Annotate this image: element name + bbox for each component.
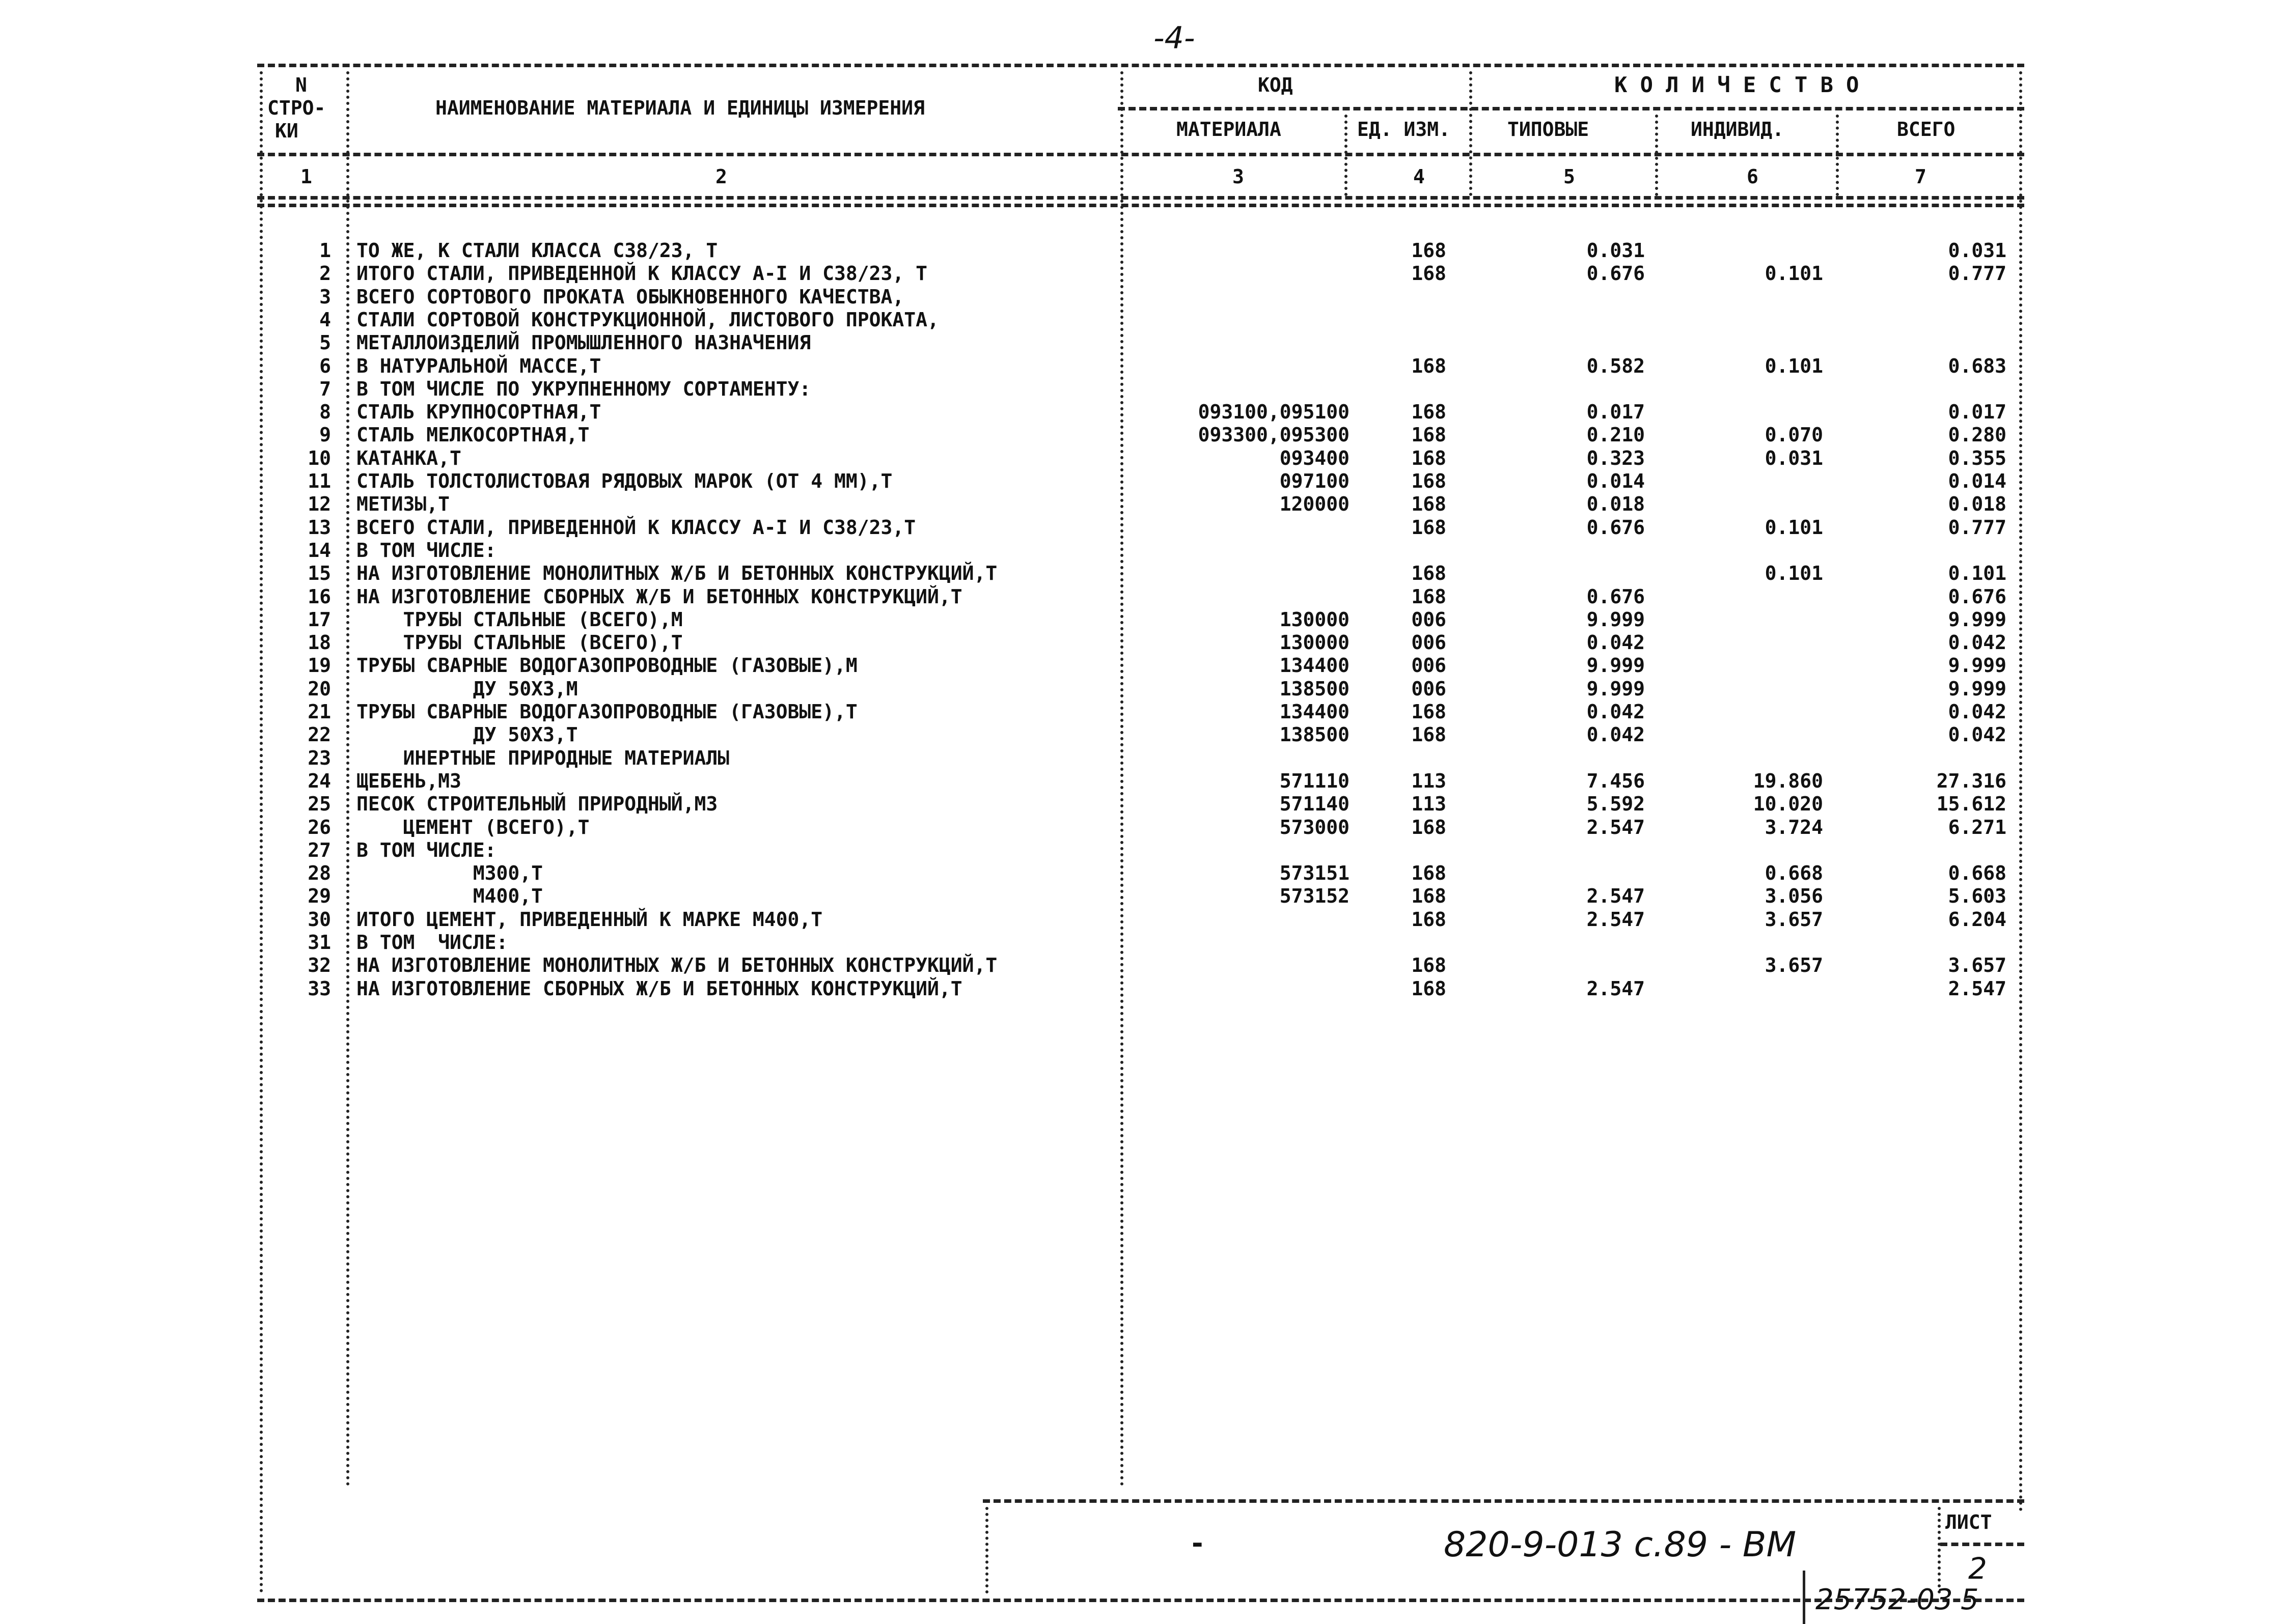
row-number: 18 [308, 631, 331, 654]
row-tipovye: 0.042 [1586, 723, 1645, 746]
colnum-3: 3 [1232, 165, 1244, 188]
header-vsego: ВСЕГО [1897, 118, 1956, 141]
row-tipovye: 0.017 [1586, 401, 1645, 423]
table-row [0, 309, 2286, 331]
table-row [0, 954, 2286, 976]
row-tipovye: 0.014 [1586, 470, 1645, 492]
row-number: 19 [308, 654, 331, 677]
row-unit: 168 [1411, 701, 1446, 723]
table-row [0, 493, 2286, 515]
table-row [0, 631, 2286, 654]
row-individ: 19.860 [1753, 770, 1823, 792]
row-tipovye: 2.547 [1586, 977, 1645, 1000]
row-individ: 3.657 [1765, 908, 1823, 931]
row-tipovye: 0.676 [1586, 516, 1645, 539]
row-total: 6.271 [1948, 816, 2006, 838]
row-total: 0.280 [1948, 424, 2006, 446]
row-code: 573151 [1279, 862, 1349, 884]
row-name: КАТАНКА,Т [356, 447, 461, 469]
row-name: ДУ 50Х3,М [356, 678, 578, 700]
sep-unit-tip [1469, 71, 1472, 196]
row-unit: 168 [1411, 885, 1446, 907]
table-row [0, 262, 2286, 285]
sep-tip-ind [1655, 115, 1658, 196]
row-individ: 0.101 [1765, 562, 1823, 584]
row-name: ВСЕГО СТАЛИ, ПРИВЕДЕННОЙ К КЛАССУ А-I И С38/23,Т [356, 516, 916, 539]
header-bottom-border [257, 153, 2024, 156]
row-unit: 168 [1411, 239, 1446, 262]
row-total: 0.101 [1948, 562, 2006, 584]
row-total: 9.999 [1948, 654, 2006, 677]
row-tipovye: 0.676 [1586, 585, 1645, 608]
row-number: 15 [308, 562, 331, 584]
row-total: 27.316 [1936, 770, 2006, 792]
row-number: 17 [308, 608, 331, 631]
sep-ind-total [1836, 115, 1839, 196]
table-row [0, 723, 2286, 746]
inventory-left-mark [1803, 1571, 1805, 1624]
row-number: 13 [308, 516, 331, 539]
row-unit: 168 [1411, 447, 1446, 469]
row-individ: 3.056 [1765, 885, 1823, 907]
colnum-2: 2 [715, 165, 727, 188]
row-unit: 113 [1411, 793, 1446, 815]
row-total: 0.668 [1948, 862, 2006, 884]
row-code: 097100 [1279, 470, 1349, 492]
table-row [0, 770, 2286, 792]
row-name: СТАЛЬ ТОЛСТОЛИСТОВАЯ РЯДОВЫХ МАРОК (ОТ 4 ММ),Т [356, 470, 893, 492]
row-name: М300,Т [356, 862, 543, 884]
table-row [0, 539, 2286, 562]
table-row [0, 839, 2286, 861]
row-code: 120000 [1279, 493, 1349, 515]
header-name: НАИМЕНОВАНИЕ МАТЕРИАЛА И ЕДИНИЦЫ ИЗМЕРЕНИЯ [435, 97, 925, 119]
row-number: 30 [308, 908, 331, 931]
colnum-6: 6 [1747, 165, 1758, 188]
row-name: М400,Т [356, 885, 543, 907]
row-total: 0.777 [1948, 262, 2006, 285]
colnum-5: 5 [1563, 165, 1575, 188]
stamp-designation: 820-9-013 с.89 - ВМ [1444, 1525, 1797, 1565]
row-individ: 10.020 [1753, 793, 1823, 815]
row-number: 14 [308, 539, 331, 562]
row-number: 3 [319, 286, 331, 308]
table-row [0, 908, 2286, 931]
row-unit: 006 [1411, 678, 1446, 700]
row-name: НА ИЗГОТОВЛЕНИЕ СБОРНЫХ Ж/Б И БЕТОННЫХ КОНСТРУКЦИЙ,Т [356, 977, 962, 1000]
row-name: ТО ЖЕ, К СТАЛИ КЛАССА С38/23, Т [356, 239, 718, 262]
row-name: ТРУБЫ СТАЛЬНЫЕ (ВСЕГО),М [356, 608, 683, 631]
row-unit: 168 [1411, 262, 1446, 285]
row-individ: 0.070 [1765, 424, 1823, 446]
row-name: СТАЛЬ МЕЛКОСОРТНАЯ,Т [356, 424, 590, 446]
row-number: 5 [319, 331, 331, 354]
row-number: 24 [308, 770, 331, 792]
row-unit: 006 [1411, 608, 1446, 631]
row-unit: 168 [1411, 424, 1446, 446]
header-subdivider [1118, 107, 2024, 110]
header-tipovye: ТИПОВЫЕ [1507, 118, 1589, 141]
row-name: В ТОМ ЧИСЛЕ: [356, 539, 497, 562]
row-tipovye: 2.547 [1586, 908, 1645, 931]
row-unit: 168 [1411, 470, 1446, 492]
row-total: 15.612 [1936, 793, 2006, 815]
stamp-top-border [983, 1499, 2024, 1503]
row-tipovye: 2.547 [1586, 816, 1645, 838]
row-code: 093300,095300 [1198, 424, 1349, 446]
row-total: 3.657 [1948, 954, 2006, 976]
row-name: НА ИЗГОТОВЛЕНИЕ МОНОЛИТНЫХ Ж/Б И БЕТОННЫХ КОНСТРУКЦИЙ,Т [356, 954, 998, 976]
colnum-7: 7 [1915, 165, 1926, 188]
table-row [0, 585, 2286, 608]
table-row [0, 816, 2286, 838]
row-tipovye: 9.999 [1586, 654, 1645, 677]
table-row [0, 447, 2286, 469]
row-unit: 168 [1411, 516, 1446, 539]
row-unit: 168 [1411, 954, 1446, 976]
header-stro: СТРО- [267, 97, 326, 119]
table-row [0, 977, 2286, 1000]
row-tipovye: 0.323 [1586, 447, 1645, 469]
row-name: ТРУБЫ СВАРНЫЕ ВОДОГАЗОПРОВОДНЫЕ (ГАЗОВЫЕ),М [356, 654, 858, 677]
table-row [0, 239, 2286, 262]
table-row [0, 355, 2286, 377]
row-code: 130000 [1279, 631, 1349, 654]
table-row [0, 516, 2286, 539]
row-unit: 168 [1411, 493, 1446, 515]
row-name: ВСЕГО СОРТОВОГО ПРОКАТА ОБЫКНОВЕННОГО КАЧЕСТВА, [356, 286, 904, 308]
row-name: МЕТАЛЛОИЗДЕЛИЙ ПРОМЫШЛЕННОГО НАЗНАЧЕНИЯ [356, 331, 811, 354]
row-name: В НАТУРАЛЬНОЙ МАССЕ,Т [356, 355, 601, 377]
row-unit: 168 [1411, 816, 1446, 838]
row-total: 9.999 [1948, 678, 2006, 700]
table-row [0, 862, 2286, 884]
row-total: 0.017 [1948, 401, 2006, 423]
table-row [0, 424, 2286, 446]
row-number: 31 [308, 931, 331, 954]
row-code: 093400 [1279, 447, 1349, 469]
row-name: ИНЕРТНЫЕ ПРИРОДНЫЕ МАТЕРИАЛЫ [356, 747, 730, 769]
row-number: 6 [319, 355, 331, 377]
row-unit: 006 [1411, 631, 1446, 654]
row-unit: 168 [1411, 862, 1446, 884]
colnum-bottom-border [257, 196, 2024, 200]
row-name: СТАЛИ СОРТОВОЙ КОНСТРУКЦИОННОЙ, ЛИСТОВОГО ПРОКАТА, [356, 309, 939, 331]
row-tipovye: 0.676 [1586, 262, 1645, 285]
table-row [0, 286, 2286, 308]
row-tipovye: 0.210 [1586, 424, 1645, 446]
row-name: ТРУБЫ СВАРНЫЕ ВОДОГАЗОПРОВОДНЫЕ (ГАЗОВЫЕ),Т [356, 701, 858, 723]
row-individ: 0.668 [1765, 862, 1823, 884]
header-kod: КОД [1258, 74, 1293, 96]
row-individ: 3.724 [1765, 816, 1823, 838]
row-tipovye: 0.582 [1586, 355, 1645, 377]
header-materiala: МАТЕРИАЛА [1176, 118, 1281, 141]
row-code: 134400 [1279, 701, 1349, 723]
row-number: 28 [308, 862, 331, 884]
row-code: 130000 [1279, 608, 1349, 631]
row-number: 8 [319, 401, 331, 423]
row-name: ДУ 50Х3,Т [356, 723, 578, 746]
row-total: 6.204 [1948, 908, 2006, 931]
row-unit: 168 [1411, 562, 1446, 584]
inventory-suffix: 5 [1961, 1583, 1979, 1616]
row-unit: 168 [1411, 908, 1446, 931]
row-total: 0.042 [1948, 723, 2006, 746]
header-ed-izm: ЕД. ИЗМ. [1357, 118, 1451, 141]
row-number: 33 [308, 977, 331, 1000]
table-row [0, 654, 2286, 677]
row-name: НА ИЗГОТОВЛЕНИЕ МОНОЛИТНЫХ Ж/Б И БЕТОННЫХ КОНСТРУКЦИЙ,Т [356, 562, 998, 584]
row-name: В ТОМ ЧИСЛЕ: [356, 839, 497, 861]
table-row [0, 470, 2286, 492]
row-unit: 006 [1411, 654, 1446, 677]
row-number: 29 [308, 885, 331, 907]
table-row [0, 331, 2286, 354]
table-row [0, 931, 2286, 954]
row-unit: 113 [1411, 770, 1446, 792]
row-individ: 0.101 [1765, 516, 1823, 539]
row-name: В ТОМ ЧИСЛЕ: [356, 931, 508, 954]
row-total: 9.999 [1948, 608, 2006, 631]
row-total: 0.042 [1948, 631, 2006, 654]
row-total: 0.014 [1948, 470, 2006, 492]
row-number: 4 [319, 309, 331, 331]
stamp-left-border [985, 1507, 988, 1593]
row-code: 573152 [1279, 885, 1349, 907]
stamp-sheet-number: 2 [1968, 1551, 1987, 1586]
page-number: -4- [1153, 20, 1195, 56]
row-individ: 0.101 [1765, 355, 1823, 377]
row-tipovye: 0.031 [1586, 239, 1645, 262]
row-name: ИТОГО ЦЕМЕНТ, ПРИВЕДЕННЫЙ К МАРКЕ М400,Т [356, 908, 823, 931]
row-code: 138500 [1279, 723, 1349, 746]
sep-code-unit [1344, 115, 1347, 196]
table-row [0, 678, 2286, 700]
page-bottom-border [257, 1599, 2024, 1602]
row-number: 16 [308, 585, 331, 608]
header-kolichestvo: К О Л И Ч Е С Т В О [1614, 72, 1859, 97]
row-number: 32 [308, 954, 331, 976]
row-number: 7 [319, 378, 331, 400]
row-number: 11 [308, 470, 331, 492]
row-number: 10 [308, 447, 331, 469]
header-ki: КИ [275, 120, 298, 142]
row-number: 9 [319, 424, 331, 446]
row-total: 0.777 [1948, 516, 2006, 539]
row-tipovye: 2.547 [1586, 885, 1645, 907]
row-unit: 168 [1411, 401, 1446, 423]
row-name: ИТОГО СТАЛИ, ПРИВЕДЕННОЙ К КЛАССУ А-I И С38/23, Т [356, 262, 928, 285]
row-total: 0.355 [1948, 447, 2006, 469]
row-total: 0.683 [1948, 355, 2006, 377]
row-code: 134400 [1279, 654, 1349, 677]
stamp-dash: - [1189, 1527, 1206, 1559]
row-number: 25 [308, 793, 331, 815]
table-row [0, 378, 2286, 400]
table-row [0, 701, 2286, 723]
row-name: ПЕСОК СТРОИТЕЛЬНЫЙ ПРИРОДНЫЙ,М3 [356, 793, 718, 815]
row-name: МЕТИЗЫ,Т [356, 493, 450, 515]
row-code: 571140 [1279, 793, 1349, 815]
row-tipovye: 0.042 [1586, 701, 1645, 723]
row-number: 12 [308, 493, 331, 515]
row-total: 5.603 [1948, 885, 2006, 907]
row-tipovye: 0.042 [1586, 631, 1645, 654]
row-name: ЦЕМЕНТ (ВСЕГО),Т [356, 816, 590, 838]
row-individ: 0.031 [1765, 447, 1823, 469]
stamp-sheet-divider [1940, 1543, 2024, 1546]
row-unit: 168 [1411, 723, 1446, 746]
row-code: 093100,095100 [1198, 401, 1349, 423]
header-n: N [295, 74, 307, 96]
row-number: 27 [308, 839, 331, 861]
row-name: ЩЕБЕНЬ,М3 [356, 770, 461, 792]
table-row [0, 401, 2286, 423]
table-row [0, 562, 2286, 584]
row-total: 2.547 [1948, 977, 2006, 1000]
row-code: 573000 [1279, 816, 1349, 838]
row-number: 2 [319, 262, 331, 285]
inventory-number: 25752-03 [1815, 1583, 1953, 1616]
row-number: 23 [308, 747, 331, 769]
row-code: 571110 [1279, 770, 1349, 792]
table-row [0, 747, 2286, 769]
row-code: 138500 [1279, 678, 1349, 700]
row-number: 26 [308, 816, 331, 838]
row-tipovye: 5.592 [1586, 793, 1645, 815]
row-number: 21 [308, 701, 331, 723]
row-name: ТРУБЫ СТАЛЬНЫЕ (ВСЕГО),Т [356, 631, 683, 654]
row-total: 0.018 [1948, 493, 2006, 515]
row-name: В ТОМ ЧИСЛЕ ПО УКРУПНЕННОМУ СОРТАМЕНТУ: [356, 378, 811, 400]
row-tipovye: 7.456 [1586, 770, 1645, 792]
row-total: 0.676 [1948, 585, 2006, 608]
row-unit: 168 [1411, 977, 1446, 1000]
row-tipovye: 0.018 [1586, 493, 1645, 515]
row-tipovye: 9.999 [1586, 678, 1645, 700]
row-total: 0.042 [1948, 701, 2006, 723]
colnum-4: 4 [1413, 165, 1425, 188]
row-number: 20 [308, 678, 331, 700]
table-top-border [257, 64, 2024, 67]
table-row [0, 885, 2286, 907]
header-individ: ИНДИВИД. [1691, 118, 1784, 141]
row-individ: 3.657 [1765, 954, 1823, 976]
row-number: 22 [308, 723, 331, 746]
row-name: НА ИЗГОТОВЛЕНИЕ СБОРНЫХ Ж/Б И БЕТОННЫХ КОНСТРУКЦИЙ,Т [356, 585, 962, 608]
stamp-sheet-border [1938, 1507, 1941, 1593]
stamp-sheet-label: ЛИСТ [1945, 1511, 1992, 1533]
row-unit: 168 [1411, 355, 1446, 377]
row-unit: 168 [1411, 585, 1446, 608]
table-row [0, 793, 2286, 815]
table-row [0, 608, 2286, 631]
row-name: СТАЛЬ КРУПНОСОРТНАЯ,Т [356, 401, 601, 423]
colnum-bottom-border-2 [257, 204, 2024, 207]
colnum-1: 1 [300, 165, 312, 188]
row-number: 1 [319, 239, 331, 262]
row-individ: 0.101 [1765, 262, 1823, 285]
row-tipovye: 9.999 [1586, 608, 1645, 631]
row-total: 0.031 [1948, 239, 2006, 262]
